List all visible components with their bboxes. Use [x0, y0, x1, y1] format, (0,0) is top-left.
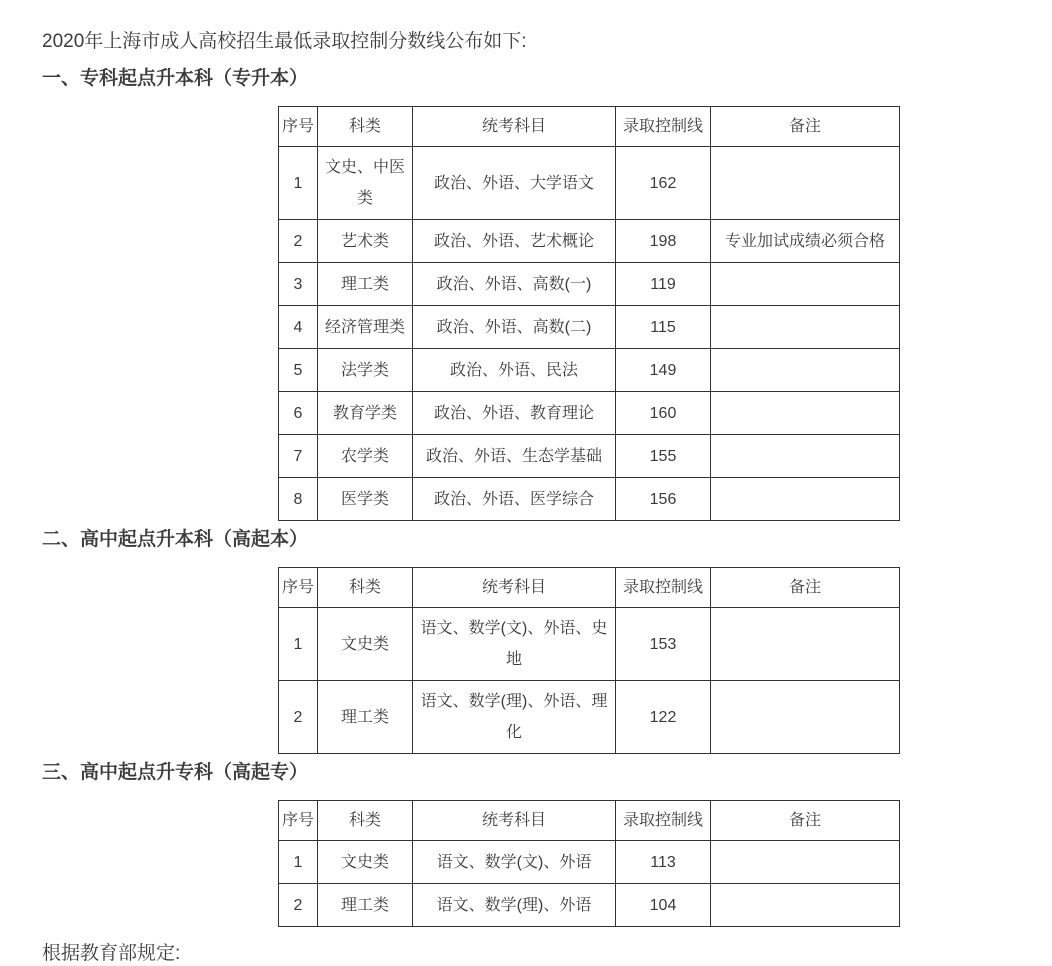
- table-cell: [711, 392, 900, 435]
- section-heading-gaoqizhuan: 三、高中起点升专科（高起专）: [42, 762, 309, 783]
- score-table-gaoqizhuan: [278, 800, 900, 927]
- table-cell: 5: [279, 349, 318, 392]
- table-row: [279, 608, 900, 681]
- table-cell: 1: [279, 147, 318, 220]
- section-gaoqizhuan: [42, 761, 1032, 927]
- column-header: 备注: [711, 801, 900, 841]
- table-header-row: [279, 568, 900, 608]
- table-cell: 政治、外语、高数(二): [413, 306, 616, 349]
- table-cell: 政治、外语、艺术概论: [413, 220, 616, 263]
- table-header-row: [279, 107, 900, 147]
- table-cell: 文史类: [318, 608, 413, 681]
- table-cell: [711, 263, 900, 306]
- table-cell: 医学类: [318, 478, 413, 521]
- section-heading-gaoqiben: 二、高中起点升本科（高起本）: [42, 529, 309, 550]
- table-cell: 政治、外语、教育理论: [413, 392, 616, 435]
- column-header: 统考科目: [413, 568, 616, 608]
- column-header: 序号: [279, 801, 318, 841]
- table-cell: [711, 884, 900, 927]
- table-cell: [711, 681, 900, 754]
- table-cell: 8: [279, 478, 318, 521]
- intro-text: 2020年上海市成人高校招生最低录取控制分数线公布如下:: [42, 31, 527, 52]
- column-header: 序号: [279, 107, 318, 147]
- table-cell: 122: [616, 681, 711, 754]
- table-cell: 文史、中医类: [318, 147, 413, 220]
- table-cell: 149: [616, 349, 711, 392]
- table-row: [279, 263, 900, 306]
- table-cell: [711, 478, 900, 521]
- table-cell: 政治、外语、高数(一): [413, 263, 616, 306]
- table-cell: 政治、外语、大学语文: [413, 147, 616, 220]
- table-cell: 2: [279, 884, 318, 927]
- table-cell: 专业加试成绩必须合格: [711, 220, 900, 263]
- table-cell: 4: [279, 306, 318, 349]
- table-cell: 1: [279, 608, 318, 681]
- table-cell: 理工类: [318, 263, 413, 306]
- table-cell: 7: [279, 435, 318, 478]
- table-row: [279, 147, 900, 220]
- table-cell: 156: [616, 478, 711, 521]
- column-header: 科类: [318, 568, 413, 608]
- score-table-gaoqiben: [278, 567, 900, 754]
- table-cell: 162: [616, 147, 711, 220]
- table-cell: [711, 608, 900, 681]
- table-cell: 119: [616, 263, 711, 306]
- section-heading-zhuanshengben: 一、专科起点升本科（专升本）: [42, 68, 309, 89]
- column-header: 统考科目: [413, 801, 616, 841]
- table-cell: [711, 147, 900, 220]
- table-cell: 经济管理类: [318, 306, 413, 349]
- table-cell: [711, 435, 900, 478]
- table-cell: [711, 349, 900, 392]
- table-row: [279, 349, 900, 392]
- section-gaoqiben: [42, 528, 1032, 754]
- table-cell: 政治、外语、医学综合: [413, 478, 616, 521]
- table-cell: 6: [279, 392, 318, 435]
- table-row: [279, 306, 900, 349]
- table-cell: 104: [616, 884, 711, 927]
- table-cell: 文史类: [318, 841, 413, 884]
- table-cell: 160: [616, 392, 711, 435]
- table-cell: 农学类: [318, 435, 413, 478]
- table-cell: 153: [616, 608, 711, 681]
- column-header: 统考科目: [413, 107, 616, 147]
- table-row: [279, 220, 900, 263]
- table-cell: 2: [279, 220, 318, 263]
- table-cell: 1: [279, 841, 318, 884]
- table-cell: 2: [279, 681, 318, 754]
- table-row: [279, 478, 900, 521]
- column-header: 录取控制线: [616, 107, 711, 147]
- table-cell: 语文、数学(理)、外语、理化: [413, 681, 616, 754]
- table-cell: 理工类: [318, 884, 413, 927]
- table-row: [279, 841, 900, 884]
- table-cell: 政治、外语、生态学基础: [413, 435, 616, 478]
- column-header: 备注: [711, 107, 900, 147]
- table-cell: 语文、数学(文)、外语、史地: [413, 608, 616, 681]
- table-cell: 教育学类: [318, 392, 413, 435]
- table-cell: 政治、外语、民法: [413, 349, 616, 392]
- table-cell: 155: [616, 435, 711, 478]
- table-cell: 语文、数学(理)、外语: [413, 884, 616, 927]
- column-header: 科类: [318, 801, 413, 841]
- score-table-zhuanshengben: [278, 106, 900, 521]
- footer-note-text: 根据教育部规定:: [42, 943, 181, 964]
- table-cell: [711, 306, 900, 349]
- table-row: [279, 392, 900, 435]
- table-cell: 法学类: [318, 349, 413, 392]
- table-cell: [711, 841, 900, 884]
- table-row: [279, 884, 900, 927]
- table-cell: 3: [279, 263, 318, 306]
- column-header: 录取控制线: [616, 568, 711, 608]
- section-zhuanshengben: [42, 67, 1032, 521]
- column-header: 录取控制线: [616, 801, 711, 841]
- column-header: 科类: [318, 107, 413, 147]
- table-cell: 语文、数学(文)、外语: [413, 841, 616, 884]
- table-cell: 198: [616, 220, 711, 263]
- table-cell: 115: [616, 306, 711, 349]
- table-row: [279, 681, 900, 754]
- column-header: 序号: [279, 568, 318, 608]
- table-cell: 113: [616, 841, 711, 884]
- table-cell: 理工类: [318, 681, 413, 754]
- table-row: [279, 435, 900, 478]
- table-cell: 艺术类: [318, 220, 413, 263]
- column-header: 备注: [711, 568, 900, 608]
- table-header-row: [279, 801, 900, 841]
